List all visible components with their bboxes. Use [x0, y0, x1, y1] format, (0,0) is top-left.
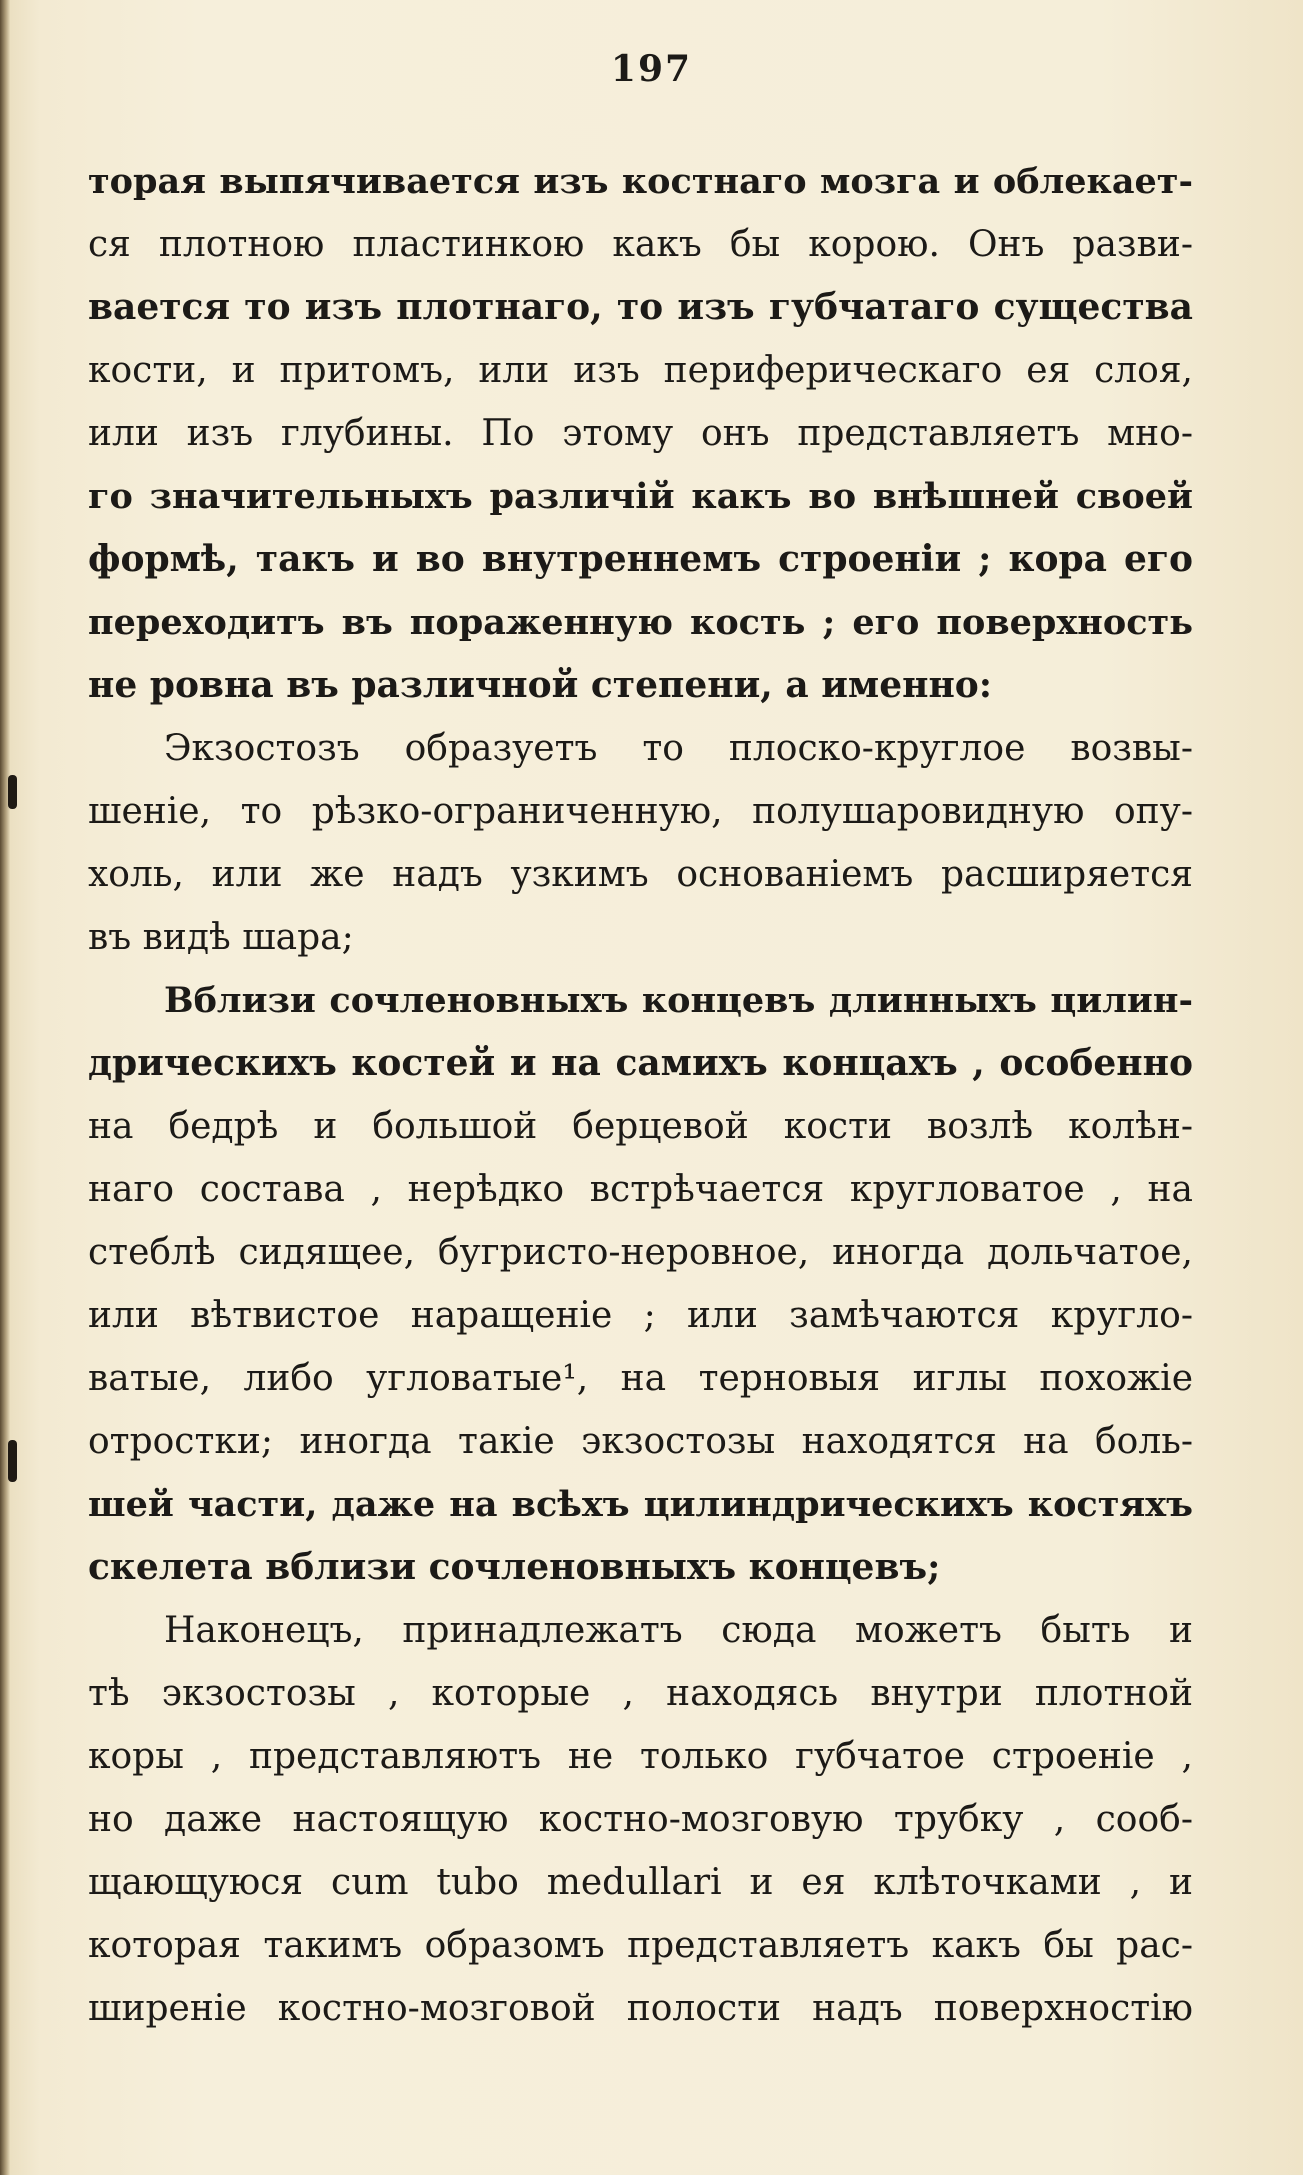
text-line: или вѣтвистое наращенiе ; или замѣчаются кругло- — [88, 1295, 1193, 1336]
text-line: шей части, даже на всѣхъ цилиндрическихъ костяхъ — [88, 1484, 1193, 1525]
text-line: кости, и притомъ, или изъ периферическаго ея слоя, — [88, 350, 1193, 391]
text-line: Вблизи сочленовныхъ концевъ длинныхъ цилин- — [164, 980, 1193, 1021]
text-line: коры , представляютъ не только губчатое строенiе , — [88, 1736, 1193, 1777]
gutter-ink-mark — [8, 775, 17, 809]
body-text — [88, 150, 1193, 2040]
text-line: торая выпячивается изъ костнаго мозга и облекает- — [88, 161, 1193, 202]
text-line: Наконецъ, принадлежатъ сюда можетъ быть и — [164, 1610, 1193, 1651]
page-number: 197 — [610, 48, 693, 90]
text-line: на бедрѣ и большой берцевой кости возлѣ колѣн- — [88, 1106, 1193, 1147]
text-line: переходитъ въ пораженную кость ; его поверхность — [88, 602, 1193, 643]
text-line: тѣ экзостозы , которые , находясь внутри плотной — [88, 1673, 1193, 1714]
text-line: щающуюся cum tubo medullari и ея клѣточками , и — [88, 1862, 1193, 1903]
text-line: го значительныхъ различiй какъ во внѣшней своей — [88, 476, 1193, 517]
text-line: шенiе, то рѣзко-ограниченную, полушаровидную опу- — [88, 791, 1193, 832]
text-line: скелета вблизи сочленовныхъ концевъ; — [88, 1546, 941, 1588]
text-line: но даже настоящую костно-мозговую трубку , сооб- — [88, 1799, 1193, 1840]
text-line: наго состава , нерѣдко встрѣчается кругловатое , на — [88, 1169, 1193, 1210]
text-line: ширенiе костно-мозговой полости надъ поверхностiю — [88, 1988, 1193, 2029]
page-gutter — [0, 0, 10, 2175]
text-line: вается то изъ плотнаго, то изъ губчатаго существа — [88, 286, 1193, 328]
text-line: въ видѣ шара; — [88, 917, 354, 958]
text-line: ватые, либо угловатые¹, на терновыя иглы похожiе — [88, 1358, 1193, 1399]
text-line: не ровна въ различной степени, а именно: — [88, 664, 993, 706]
text-line: которая такимъ образомъ представляетъ какъ бы рас- — [88, 1925, 1193, 1966]
text-line: формѣ, такъ и во внутреннемъ строенiи ; кора его — [88, 538, 1193, 580]
text-line: ся плотною пластинкою какъ бы корою. Онъ разви- — [88, 224, 1193, 265]
text-line: стеблѣ сидящее, бугристо-неровное, иногда дольчатое, — [88, 1232, 1193, 1273]
text-line: дрическихъ костей и на самихъ концахъ , особенно — [88, 1042, 1193, 1084]
text-line: отростки; иногда такiе экзостозы находятся на боль- — [88, 1421, 1193, 1462]
text-line: или изъ глубины. По этому онъ представляетъ мно- — [88, 413, 1193, 454]
gutter-ink-mark — [8, 1440, 17, 1482]
text-line: холь, или же надъ узкимъ основанiемъ расширяется — [88, 854, 1193, 895]
text-line: Экзостозъ образуетъ то плоско-круглое возвы- — [164, 728, 1193, 769]
